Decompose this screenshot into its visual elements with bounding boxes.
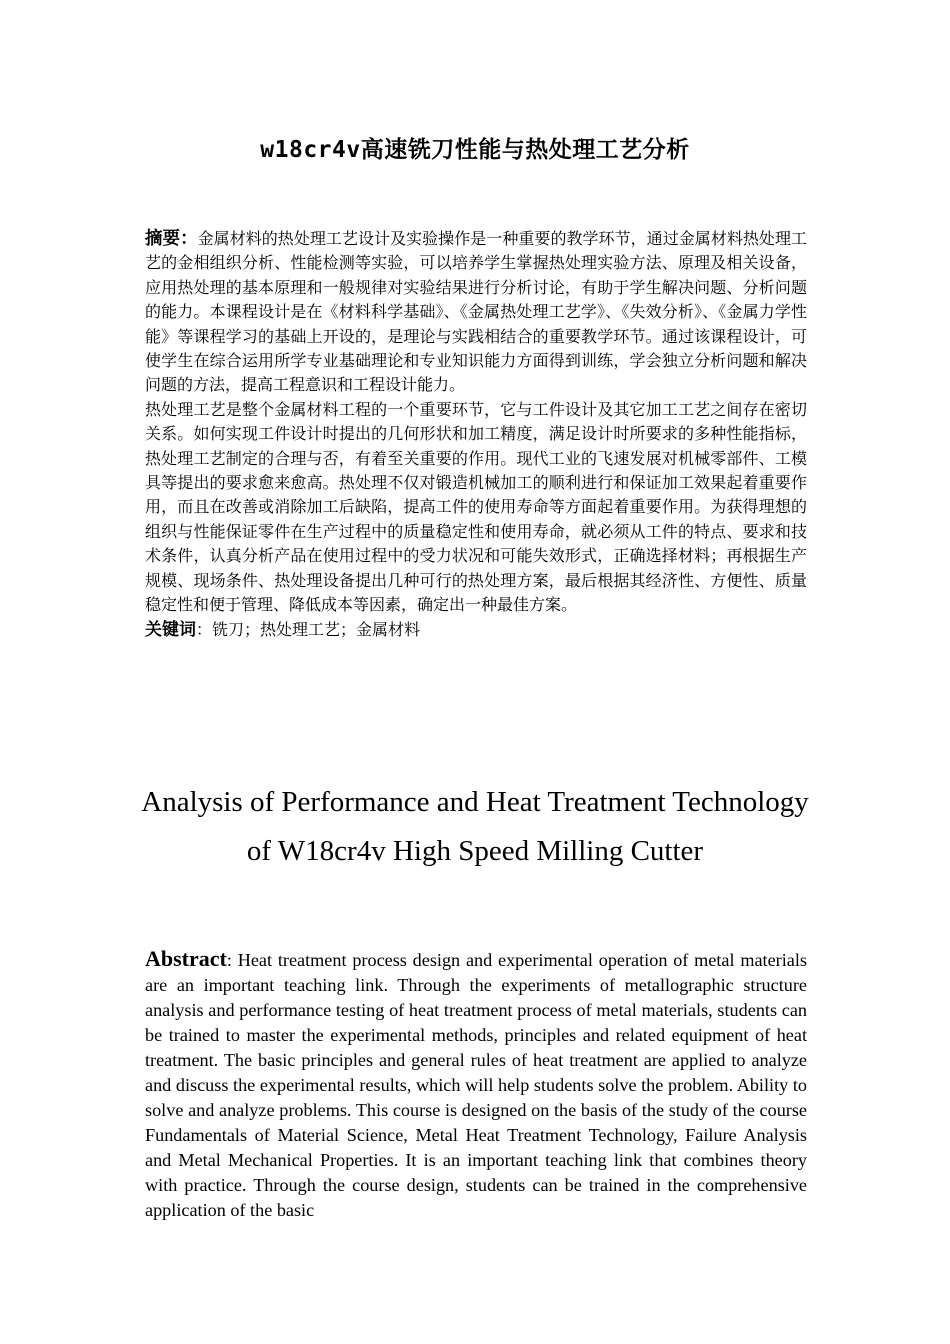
english-title-line-1: Analysis of Performance and Heat Treatment Technology bbox=[141, 786, 809, 818]
chinese-keywords-colon: ： bbox=[196, 619, 213, 639]
english-abstract-text: : Heat treatment process design and experimental operation of metal materials are an important teaching link. Through the experiments of metallographic structure analysis and performance testing of heat treatment process of metal materials, students can be trained to master the experimental methods, principles and related equipment of heat treatment. The basic principles and general rules of heat treatment are applied to analyze and discuss the experimental results, which will help students solve the problem. Ability to solve and analyze problems. This course is designed on the basis of the study of the course Fundamentals of Material Science, Metal Heat Treatment Technology, Failure Analysis and Metal Mechanical Properties. It is an important teaching link that combines theory with practice. Through the course design, students can be trained in the comprehensive application of the basic bbox=[145, 950, 807, 1220]
chinese-title: w18cr4v高速铣刀性能与热处理工艺分析 bbox=[260, 137, 690, 163]
english-abstract-paragraph bbox=[145, 946, 807, 1223]
chinese-keywords-label: 关键词 bbox=[145, 619, 196, 640]
chinese-keywords-text: 铣刀；热处理工艺；金属材料 bbox=[212, 619, 421, 639]
chinese-keywords bbox=[145, 618, 807, 642]
chinese-abstract bbox=[145, 227, 807, 642]
english-title-line-2: of W18cr4v High Speed Milling Cutter bbox=[246, 835, 704, 867]
chinese-abstract-label: 摘要： bbox=[145, 229, 198, 249]
english-abstract bbox=[145, 946, 807, 1223]
chinese-abstract-text-1: 金属材料的热处理工艺设计及实验操作是一种重要的教学环节，通过金属材料热处理工艺的金相组织分析、性能检测等实验，可以培养学生掌握热处理实验方法、原理及相关设备，应用热处理的基本原理和一般规律对实验结果进行分析讨论，有助于学生解决问题、分析问题的能力。本课程设计是在《材料科学基础》、《金属热处理工艺学》、《失效分析》、《金属力学性能》等课程学习的基础上开设的，是理论与实践相结合的重要教学环节。通过该课程设计，可使学生在综合运用所学专业基础理论和专业知识能力方面得到训练，学会独立分析问题和解决问题的方法，提高工程意识和工程设计能力。 bbox=[145, 229, 807, 395]
chinese-abstract-paragraph-2: 热处理工艺是整个金属材料工程的一个重要环节，它与工件设计及其它加工工艺之间存在密切关系。如何实现工件设计时提出的几何形状和加工精度，满足设计时所要求的多种性能指标，热处理工艺制定的合理与否，有着至关重要的作用。现代工业的飞速发展对机械零部件、工模具等提出的要求愈来愈高。热处理不仅对锻造机械加工的顺利进行和保证加工效果起着重要作用，而且在改善或消除加工后缺陷，提高工件的使用寿命等方面起着重要作用。为获得理想的组织与性能保证零件在生产过程中的质量稳定性和使用寿命，就必须从工件的特点、要求和技术条件，认真分析产品在使用过程中的受力状况和可能失效形式，正确选择材料；再根据生产规模、现场条件、热处理设备提出几种可行的热处理方案，最后根据其经济性、方便性、质量稳定性和便于管理、降低成本等因素，确定出一种最佳方案。 bbox=[145, 399, 807, 615]
english-abstract-label: Abstract bbox=[145, 946, 227, 971]
chinese-abstract-paragraph-1 bbox=[145, 227, 807, 398]
english-title bbox=[120, 778, 830, 876]
